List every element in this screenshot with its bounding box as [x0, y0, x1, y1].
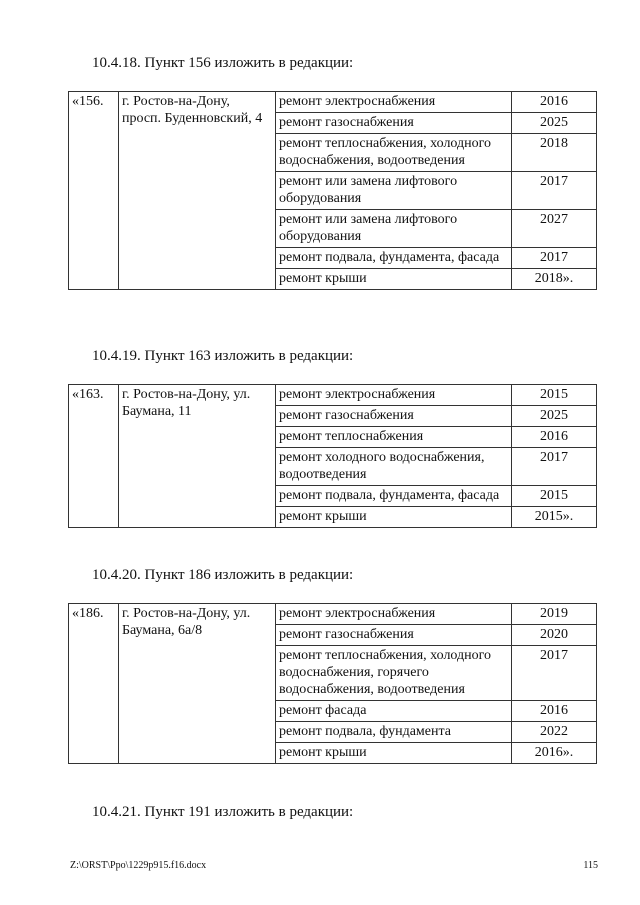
year-cell: 2015 — [512, 385, 597, 406]
year-cell: 2018 — [512, 134, 597, 172]
works-table — [68, 384, 597, 528]
work-type-cell: ремонт газоснабжения — [276, 406, 512, 427]
year-cell: 2017 — [512, 248, 597, 269]
year-cell: 2027 — [512, 210, 597, 248]
work-type-cell: ремонт крыши — [276, 269, 512, 290]
year-cell: 2025 — [512, 406, 597, 427]
item-address: г. Ростов-на-Дону, ул. Баумана, 11 — [119, 385, 276, 528]
item-address: г. Ростов-на-Дону, просп. Буденновский, 4 — [119, 92, 276, 290]
year-cell: 2017 — [512, 172, 597, 210]
work-type-cell: ремонт крыши — [276, 743, 512, 764]
work-type-cell: ремонт теплоснабжения, холодного водоснабжения, горячего водоснабжения, водоотведения — [276, 646, 512, 701]
work-type-cell: ремонт газоснабжения — [276, 625, 512, 646]
work-type-cell: ремонт электроснабжения — [276, 385, 512, 406]
footer-file-path: Z:\ORST\Ppo\1229p915.f16.docx — [70, 860, 207, 871]
table-row — [69, 92, 597, 113]
year-cell: 2016 — [512, 92, 597, 113]
item-number: «163. — [69, 385, 119, 528]
page-number: 115 — [583, 860, 598, 871]
section-heading: 10.4.18. Пункт 156 изложить в редакции: — [92, 55, 354, 71]
item-number: «186. — [69, 604, 119, 764]
item-address: г. Ростов-на-Дону, ул. Баумана, 6а/8 — [119, 604, 276, 764]
section-heading: 10.4.19. Пункт 163 изложить в редакции: — [92, 348, 354, 364]
work-type-cell: ремонт газоснабжения — [276, 113, 512, 134]
year-cell: 2015 — [512, 486, 597, 507]
work-type-cell: ремонт подвала, фундамента, фасада — [276, 248, 512, 269]
year-cell: 2025 — [512, 113, 597, 134]
work-type-cell: ремонт подвала, фундамента, фасада — [276, 486, 512, 507]
work-type-cell: ремонт фасада — [276, 701, 512, 722]
work-type-cell: ремонт или замена лифтового оборудования — [276, 172, 512, 210]
year-cell: 2018». — [512, 269, 597, 290]
work-type-cell: ремонт теплоснабжения, холодного водоснабжения, водоотведения — [276, 134, 512, 172]
item-number: «156. — [69, 92, 119, 290]
work-type-cell: ремонт холодного водоснабжения, водоотведения — [276, 448, 512, 486]
year-cell: 2016 — [512, 427, 597, 448]
year-cell: 2015». — [512, 507, 597, 528]
work-type-cell: ремонт крыши — [276, 507, 512, 528]
year-cell: 2022 — [512, 722, 597, 743]
year-cell: 2016 — [512, 701, 597, 722]
section-heading: 10.4.21. Пункт 191 изложить в редакции: — [92, 804, 354, 820]
work-type-cell: ремонт или замена лифтового оборудования — [276, 210, 512, 248]
works-table — [68, 91, 597, 290]
works-table — [68, 603, 597, 764]
year-cell: 2017 — [512, 646, 597, 701]
table-row — [69, 385, 597, 406]
work-type-cell: ремонт теплоснабжения — [276, 427, 512, 448]
year-cell: 2016». — [512, 743, 597, 764]
year-cell: 2017 — [512, 448, 597, 486]
work-type-cell: ремонт электроснабжения — [276, 604, 512, 625]
work-type-cell: ремонт подвала, фундамента — [276, 722, 512, 743]
work-type-cell: ремонт электроснабжения — [276, 92, 512, 113]
table-row — [69, 604, 597, 625]
section-heading: 10.4.20. Пункт 186 изложить в редакции: — [92, 567, 354, 583]
year-cell: 2019 — [512, 604, 597, 625]
year-cell: 2020 — [512, 625, 597, 646]
